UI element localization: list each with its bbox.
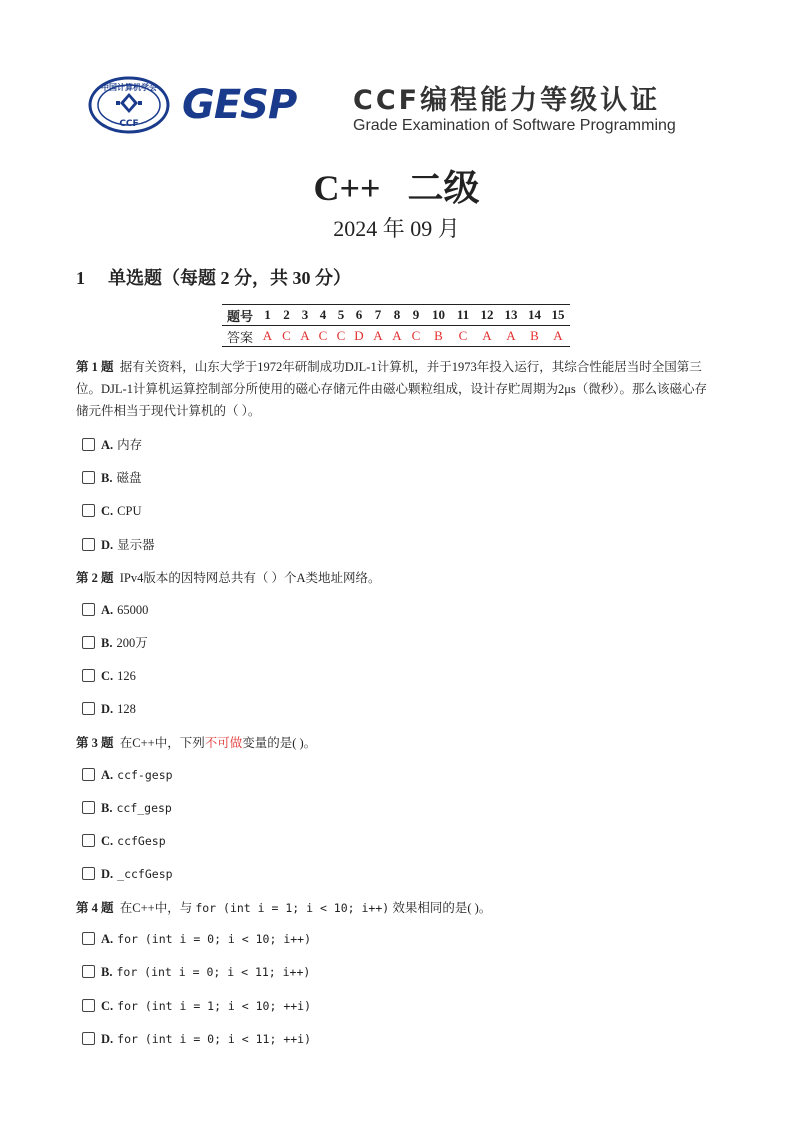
option-letter: B. bbox=[101, 965, 113, 979]
table-question-number: 3 bbox=[296, 305, 314, 326]
answer-table-header-row bbox=[222, 305, 570, 326]
option-text: _ccfGesp bbox=[117, 867, 173, 881]
checkbox-icon[interactable] bbox=[82, 965, 95, 978]
table-question-number: 5 bbox=[332, 305, 350, 326]
checkbox-icon[interactable] bbox=[82, 438, 95, 451]
question-2 bbox=[76, 567, 712, 589]
checkbox-icon[interactable] bbox=[82, 999, 95, 1012]
option-3a[interactable] bbox=[82, 767, 173, 783]
checkbox-icon[interactable] bbox=[82, 603, 95, 616]
option-text: 200万 bbox=[116, 636, 148, 650]
option-text: ccf-gesp bbox=[117, 768, 173, 782]
option-letter: C. bbox=[101, 999, 114, 1013]
table-header-label: 题号 bbox=[222, 305, 258, 326]
table-question-number: 12 bbox=[475, 305, 499, 326]
option-2b[interactable] bbox=[82, 635, 148, 651]
table-answer: A bbox=[296, 326, 314, 347]
table-answer: A bbox=[368, 326, 388, 347]
option-text: ccf_gesp bbox=[116, 801, 172, 815]
checkbox-icon[interactable] bbox=[82, 801, 95, 814]
answer-table bbox=[222, 304, 570, 347]
question-code: for (int i = 1; i < 10; i++) bbox=[195, 901, 390, 915]
table-question-number: 1 bbox=[258, 305, 277, 326]
table-question-number: 6 bbox=[350, 305, 368, 326]
brand-title-en: Grade Examination of Software Programming bbox=[353, 117, 676, 134]
option-1a[interactable] bbox=[82, 437, 142, 453]
option-2d[interactable] bbox=[82, 701, 136, 717]
option-text: 磁盘 bbox=[116, 471, 142, 485]
table-question-number: 10 bbox=[426, 305, 451, 326]
question-label: 第 4 题 bbox=[76, 901, 114, 915]
gesp-logo: GESP bbox=[182, 82, 297, 128]
option-2a[interactable] bbox=[82, 602, 148, 618]
option-letter: A. bbox=[101, 438, 114, 452]
option-letter: D. bbox=[101, 538, 114, 552]
option-text: 内存 bbox=[117, 438, 143, 452]
question-label: 第 3 题 bbox=[76, 736, 114, 750]
option-4d[interactable] bbox=[82, 1031, 311, 1047]
answer-table-answer-row bbox=[222, 326, 570, 347]
question-text-before: 在C++中，下列 bbox=[119, 736, 205, 750]
checkbox-icon[interactable] bbox=[82, 768, 95, 781]
section-number: 1 bbox=[76, 268, 85, 288]
checkbox-icon[interactable] bbox=[82, 1032, 95, 1045]
question-3 bbox=[76, 732, 712, 754]
ccf-seal-logo bbox=[88, 76, 170, 134]
question-1 bbox=[76, 356, 712, 422]
option-4c[interactable] bbox=[82, 998, 311, 1014]
option-letter: D. bbox=[101, 867, 114, 881]
option-text: 128 bbox=[117, 702, 136, 716]
option-text: 显示器 bbox=[117, 538, 155, 552]
table-answer: C bbox=[451, 326, 475, 347]
table-answer: B bbox=[523, 326, 546, 347]
section-heading bbox=[76, 264, 351, 290]
option-text: ccfGesp bbox=[117, 834, 166, 848]
option-letter: D. bbox=[101, 1032, 114, 1046]
option-3d[interactable] bbox=[82, 866, 173, 882]
option-1b[interactable] bbox=[82, 470, 141, 486]
table-question-number: 2 bbox=[277, 305, 296, 326]
question-text: 据有关资料，山东大学于1972年研制成功DJL-1计算机，并于1973年投入运行，其综合性能居当时全国第三位。DJL-1计算机运算控制部分所使用的磁心存储元件由磁心颗粒组成，设计存贮周期为2μs（微秒）。那么该磁心存储元件相当于现代计算机的（ ）。 bbox=[76, 360, 708, 418]
table-answer: A bbox=[499, 326, 523, 347]
option-letter: A. bbox=[101, 932, 114, 946]
question-4 bbox=[76, 897, 712, 919]
question-text-after: 效果相同的是( )。 bbox=[392, 901, 492, 915]
table-answer: C bbox=[314, 326, 332, 347]
option-text: for (int i = 0; i < 11; i++) bbox=[116, 965, 311, 979]
option-3c[interactable] bbox=[82, 833, 166, 849]
checkbox-icon[interactable] bbox=[82, 669, 95, 682]
option-letter: C. bbox=[101, 669, 114, 683]
option-4b[interactable] bbox=[82, 964, 310, 980]
question-label: 第 2 题 bbox=[76, 571, 114, 585]
checkbox-icon[interactable] bbox=[82, 834, 95, 847]
option-3b[interactable] bbox=[82, 800, 172, 816]
table-answer: A bbox=[475, 326, 499, 347]
page-header bbox=[88, 76, 708, 138]
table-answer: A bbox=[388, 326, 406, 347]
table-answer: B bbox=[426, 326, 451, 347]
question-label: 第 1 题 bbox=[76, 360, 114, 374]
checkbox-icon[interactable] bbox=[82, 867, 95, 880]
option-1c[interactable] bbox=[82, 503, 141, 519]
option-text: for (int i = 0; i < 11; ++i) bbox=[117, 1032, 312, 1046]
table-answer: D bbox=[350, 326, 368, 347]
table-answer-label: 答案 bbox=[222, 326, 258, 347]
option-letter: A. bbox=[101, 768, 114, 782]
option-text: for (int i = 0; i < 10; i++) bbox=[117, 932, 312, 946]
option-letter: C. bbox=[101, 834, 114, 848]
checkbox-icon[interactable] bbox=[82, 636, 95, 649]
seal-text-top: 中国计算机学会 bbox=[101, 83, 157, 92]
exam-title: C++ 二级 bbox=[313, 168, 480, 208]
table-answer: A bbox=[546, 326, 570, 347]
option-1d[interactable] bbox=[82, 537, 155, 553]
table-question-number: 14 bbox=[523, 305, 546, 326]
question-text-emphasis: 不可做 bbox=[204, 736, 243, 750]
table-question-number: 4 bbox=[314, 305, 332, 326]
table-question-number: 13 bbox=[499, 305, 523, 326]
option-text: CPU bbox=[117, 504, 142, 518]
option-4a[interactable] bbox=[82, 931, 311, 947]
question-text: IPv4版本的因特网总共有（ ）个A类地址网络。 bbox=[119, 571, 381, 585]
section-label: 单选题（每题 2 分，共 30 分） bbox=[108, 268, 351, 288]
table-answer: C bbox=[406, 326, 426, 347]
option-text: 65000 bbox=[117, 603, 149, 617]
table-question-number: 15 bbox=[546, 305, 570, 326]
option-text: for (int i = 1; i < 10; ++i) bbox=[117, 999, 312, 1013]
table-answer: A bbox=[258, 326, 277, 347]
table-answer: C bbox=[277, 326, 296, 347]
checkbox-icon[interactable] bbox=[82, 932, 95, 945]
table-question-number: 7 bbox=[368, 305, 388, 326]
checkbox-icon[interactable] bbox=[82, 702, 95, 715]
checkbox-icon[interactable] bbox=[82, 471, 95, 484]
table-question-number: 8 bbox=[388, 305, 406, 326]
question-text-after: 变量的是( )。 bbox=[242, 736, 317, 750]
option-letter: A. bbox=[101, 603, 114, 617]
table-answer: C bbox=[332, 326, 350, 347]
seal-text-bottom: CCF bbox=[119, 119, 139, 129]
option-text: 126 bbox=[117, 669, 136, 683]
table-question-number: 9 bbox=[406, 305, 426, 326]
table-question-number: 11 bbox=[451, 305, 475, 326]
checkbox-icon[interactable] bbox=[82, 538, 95, 551]
option-letter: B. bbox=[101, 801, 113, 815]
exam-date: 2024 年 09 月 bbox=[333, 216, 460, 241]
option-letter: D. bbox=[101, 702, 114, 716]
question-text-before: 在C++中，与 bbox=[119, 901, 193, 915]
option-letter: B. bbox=[101, 636, 113, 650]
option-letter: B. bbox=[101, 471, 113, 485]
option-letter: C. bbox=[101, 504, 114, 518]
option-2c[interactable] bbox=[82, 668, 136, 684]
brand-title-cn: CCF编程能力等级认证 bbox=[353, 85, 661, 116]
checkbox-icon[interactable] bbox=[82, 504, 95, 517]
